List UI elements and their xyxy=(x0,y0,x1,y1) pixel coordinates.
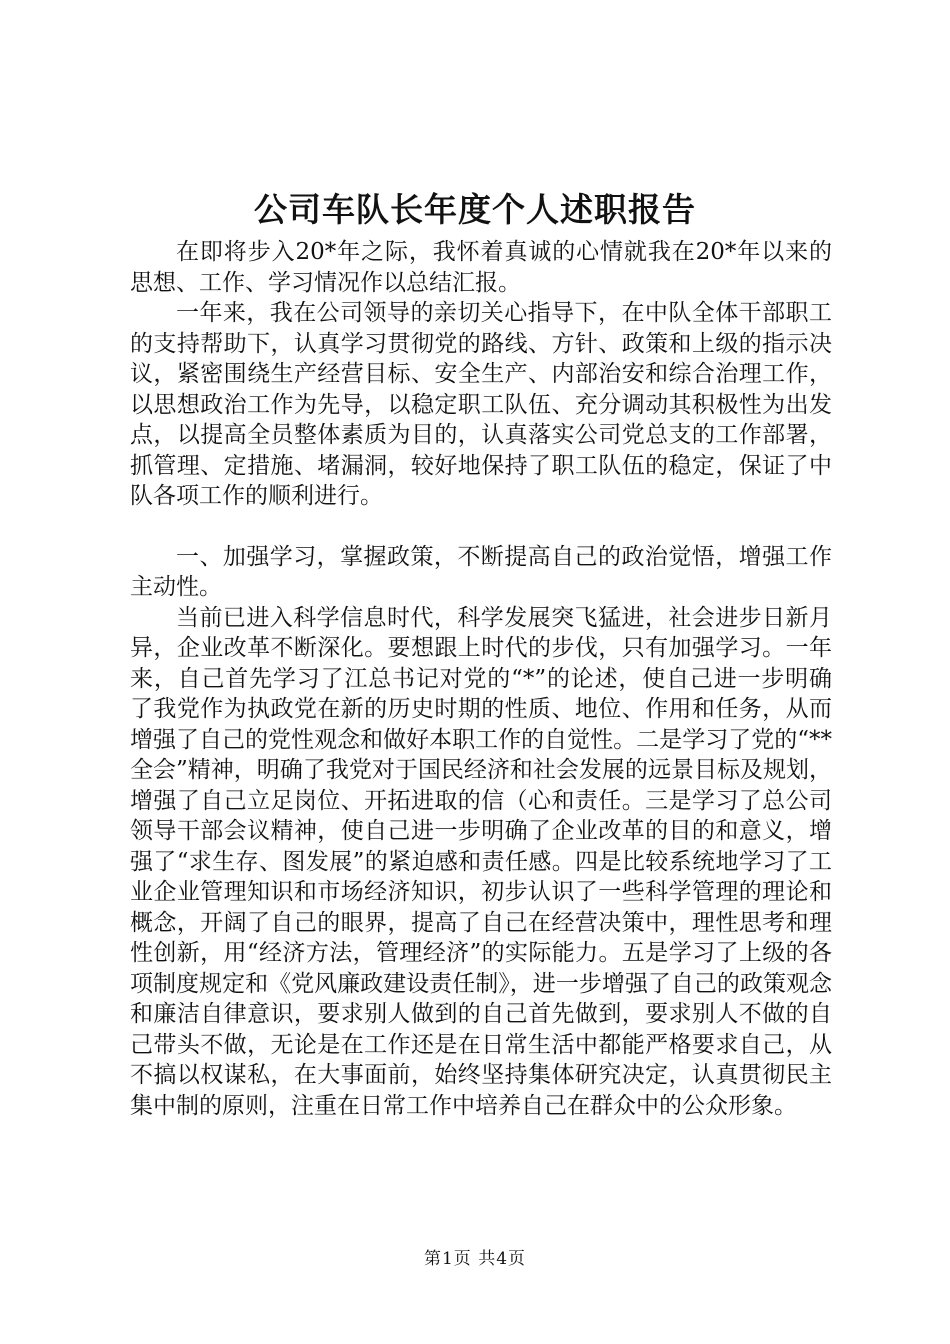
document-title: 公司车队长年度个人述职报告 xyxy=(254,190,696,229)
section-heading-1: 一、加强学习，掌握政策，不断提高自己的政治觉悟，增强工作主动性。 xyxy=(130,543,832,600)
page-footer: 第1页 共4页 xyxy=(423,1249,527,1269)
document-body xyxy=(130,237,832,1121)
paragraph-spacer xyxy=(130,512,832,542)
paragraph-overview: 一年来，我在公司领导的亲切关心指导下，在中队全体干部职工的支持帮助下，认真学习贯彻党的路线、方针、政策和上级的指示决议，紧密围绕生产经营目标、安全生产、内部治安和综合治理工作，以思想政治工作为先导，以稳定职工队伍、充分调动其积极性为出发点，以提高全员整体素质为目的，认真落实公司党总支的工作部署，抓管理、定措施、堵漏洞，较好地保持了职工队伍的稳定，保证了中队各项工作的顺利进行。 xyxy=(130,300,832,509)
paragraph-intro: 在即将步入20*年之际，我怀着真诚的心情就我在20*年以来的思想、工作、学习情况作以总结汇报。 xyxy=(130,239,832,296)
paragraph-study: 当前已进入科学信息时代，科学发展突飞猛进，社会进步日新月异，企业改革不断深化。要想跟上时代的步伐，只有加强学习。一年来，自己首先学习了江总书记对党的“*”的论述，使自己进一步明确了我党作为执政党在新的历史时期的性质、地位、作用和任务，从而增强了自己的党性观念和做好本职工作的自觉性。二是学习了党的“**全会”精神，明确了我党对于国民经济和社会发展的远景目标及规划，增强了自己立足岗位、开拓进取的信（心和责任。三是学习了总公司领导干部会议精神，使自己进一步明确了企业改革的目的和意义，增强了“求生存、图发展”的紧迫感和责任感。四是比较系统地学习了工业企业管理知识和市场经济知识，初步认识了一些科学管理的理论和概念，开阔了自己的眼界，提高了自己在经营决策中，理性思考和理性创新，用“经济方法，管理经济”的实际能力。五是学习了上级的各项制度规定和《党风廉政建设责任制》，进一步增强了自己的政策观念和廉洁自律意识，要求别人做到的自己首先做到，要求别人不做的自己带头不做，无论是在工作还是在日常生活中都能严格要求自己，从不搞以权谋私，在大事面前，始终坚持集体研究决定，认真贯彻民主集中制的原则，注重在日常工作中培养自己在群众中的公众形象。 xyxy=(130,604,832,1119)
